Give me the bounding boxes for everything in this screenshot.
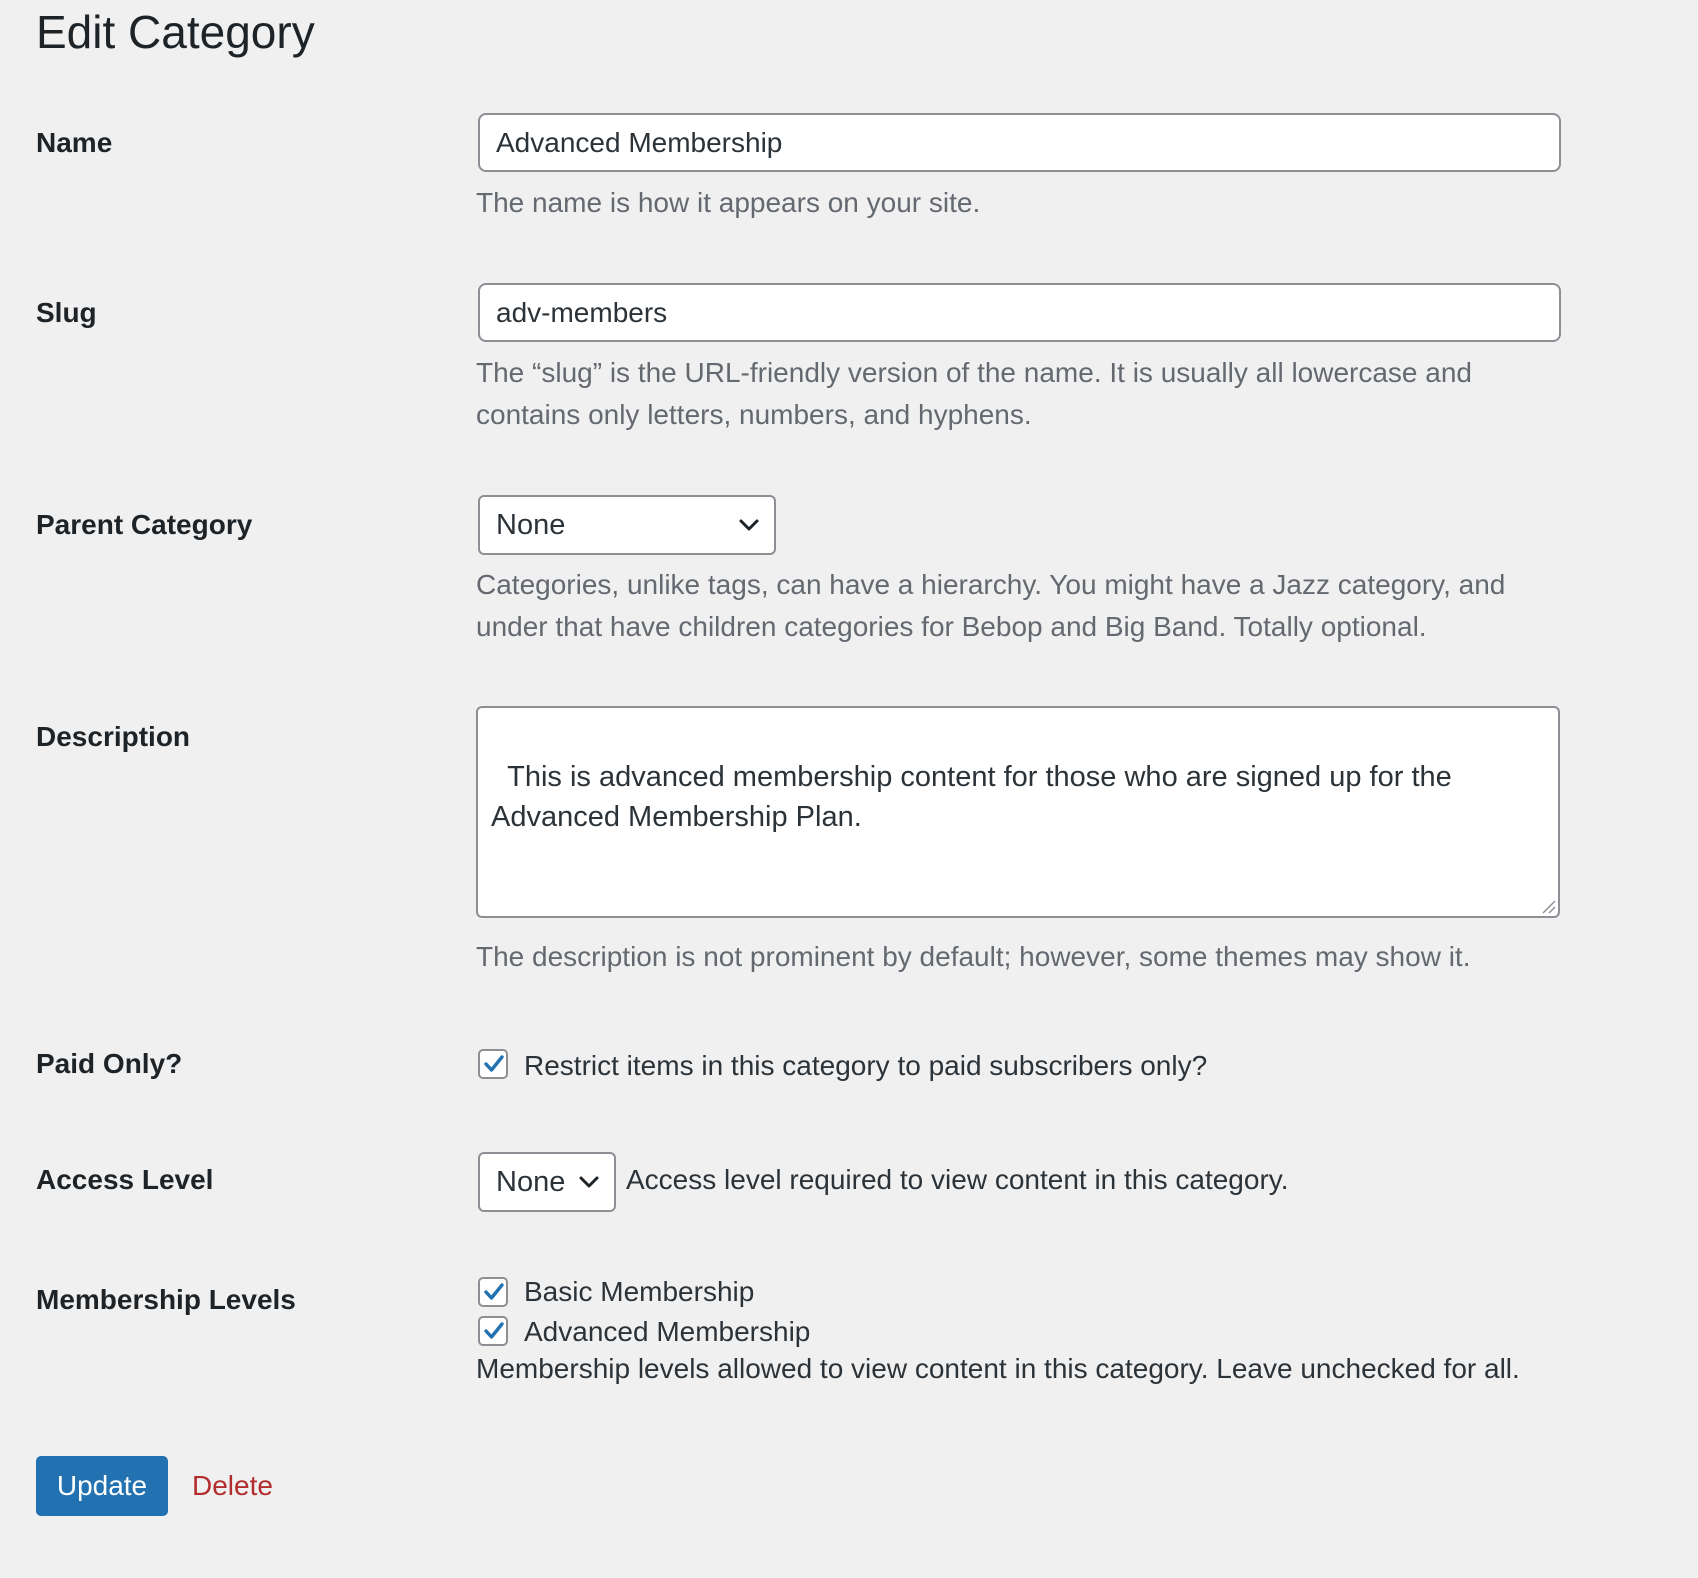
update-button[interactable]: Update xyxy=(36,1456,168,1516)
parent-category-select[interactable] xyxy=(478,495,776,555)
parent-category-help-line-1: Categories, unlike tags, can have a hierarchy. You might have a Jazz category, and xyxy=(476,569,1506,600)
parent-category-selected: None xyxy=(496,509,566,541)
paid-only-label: Paid Only? xyxy=(36,1048,183,1079)
name-label: Name xyxy=(36,127,113,158)
description-label: Description xyxy=(36,721,191,752)
slug-help-line-1: The “slug” is the URL-friendly version of the name. It is usually all lowercase and xyxy=(476,357,1472,388)
parent-category-label: Parent Category xyxy=(36,509,253,540)
chevron-down-icon xyxy=(578,1154,600,1210)
basic-membership-checkbox[interactable] xyxy=(478,1277,508,1307)
slug-help-line-2: contains only letters, numbers, and hyphens. xyxy=(476,399,1032,430)
access-level-label: Access Level xyxy=(36,1164,214,1195)
access-level-selected: None xyxy=(496,1166,566,1198)
paid-only-checkbox-label[interactable]: Restrict items in this category to paid subscribers only? xyxy=(524,1050,1208,1081)
chevron-down-icon xyxy=(738,497,760,553)
paid-only-checkbox[interactable] xyxy=(478,1049,508,1079)
access-level-select[interactable] xyxy=(478,1152,616,1212)
checkmark-icon xyxy=(481,1279,507,1305)
name-input[interactable] xyxy=(478,113,1561,172)
access-level-help: Access level required to view content in this category. xyxy=(626,1164,1289,1195)
slug-label: Slug xyxy=(36,297,97,328)
page-title: Edit Category xyxy=(36,6,315,58)
advanced-membership-label[interactable]: Advanced Membership xyxy=(524,1316,811,1347)
membership-levels-help: Membership levels allowed to view content in this category. Leave unchecked for all. xyxy=(476,1353,1520,1384)
checkmark-icon xyxy=(481,1318,507,1344)
basic-membership-label[interactable]: Basic Membership xyxy=(524,1276,755,1307)
parent-category-help-line-2: under that have children categories for Bebop and Big Band. Totally optional. xyxy=(476,611,1427,642)
name-help: The name is how it appears on your site. xyxy=(476,187,981,218)
delete-link[interactable]: Delete xyxy=(192,1470,273,1501)
description-help: The description is not prominent by default; however, some themes may show it. xyxy=(476,941,1471,972)
checkmark-icon xyxy=(481,1051,507,1077)
slug-input[interactable] xyxy=(478,283,1561,342)
advanced-membership-checkbox[interactable] xyxy=(478,1316,508,1346)
membership-levels-label: Membership Levels xyxy=(36,1284,296,1315)
description-text: This is advanced membership content for those who are signed up for the Advanced Membership Plan. xyxy=(491,761,1452,833)
description-textarea[interactable] xyxy=(476,706,1560,918)
resize-handle-icon[interactable] xyxy=(1540,898,1556,914)
